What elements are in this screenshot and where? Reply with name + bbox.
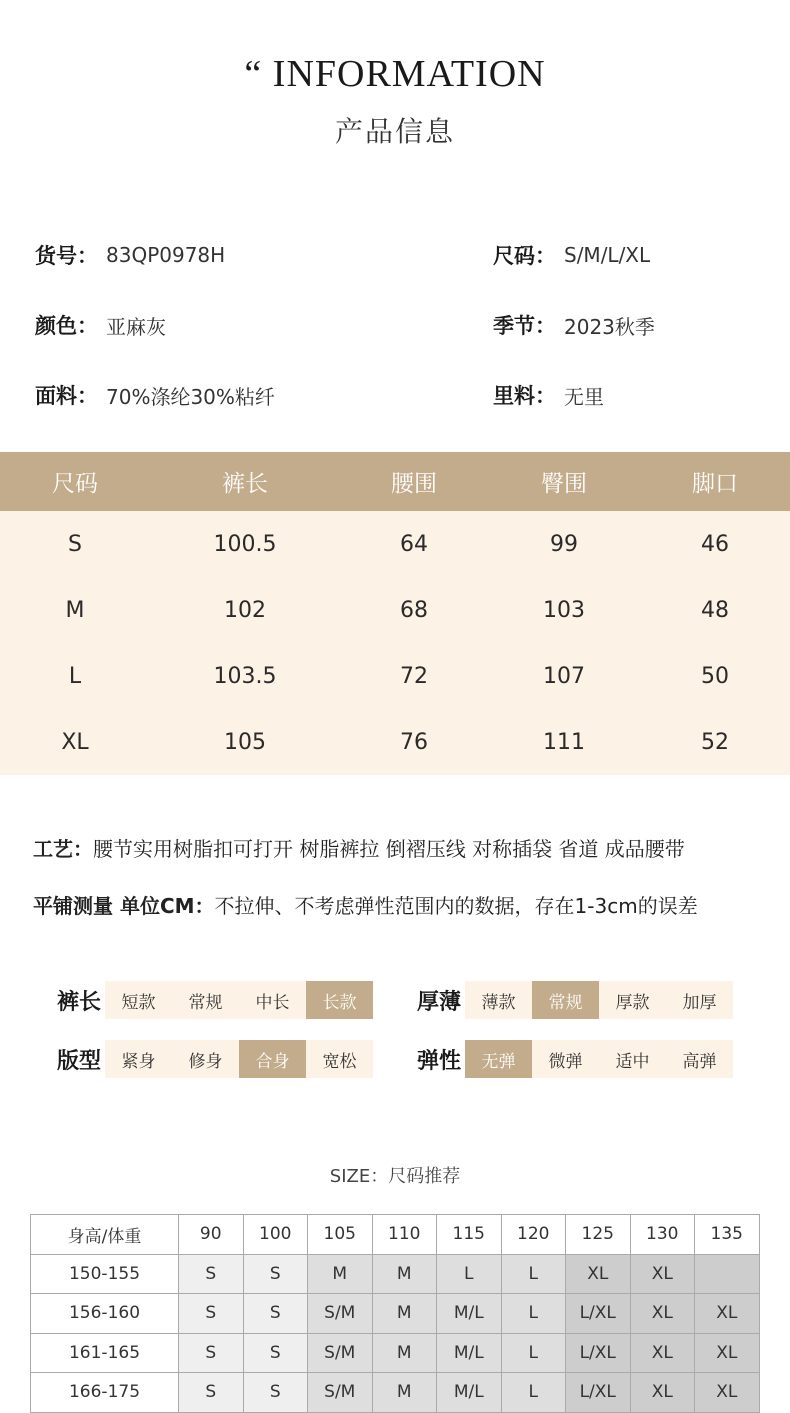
- info-item-season: [493, 310, 655, 340]
- header-cell: 裤长: [222, 471, 268, 497]
- attr-thickness: [417, 980, 733, 1020]
- attr-option-selected: 长款: [306, 981, 373, 1019]
- size-recommend-title: SIZE：尺码推荐: [329, 1166, 461, 1187]
- size-cell: M: [372, 1373, 437, 1413]
- size-cell: S: [179, 1294, 244, 1334]
- info-separator: ：: [77, 384, 98, 408]
- table-cell: 68: [400, 597, 428, 623]
- table-cell: 76: [400, 729, 428, 755]
- table-cell: 50: [701, 663, 729, 689]
- info-label: 季节: [493, 314, 535, 338]
- table-row: [31, 1254, 760, 1294]
- info-item-color: [35, 310, 166, 340]
- attr-option: 加厚: [682, 992, 717, 1013]
- size-cell: L: [501, 1333, 566, 1373]
- table-cell: 48: [701, 597, 729, 623]
- info-row: [0, 240, 790, 270]
- weight-header: 105: [308, 1215, 373, 1255]
- attr-label: 裤长: [57, 989, 102, 1015]
- attr-option: 微弹: [548, 1051, 583, 1072]
- attr-option: 宽松: [322, 1051, 357, 1072]
- size-cell: [695, 1254, 760, 1294]
- attr-option: 紧身: [121, 1051, 156, 1072]
- size-cell: M/L: [437, 1294, 502, 1334]
- size-cell: S: [243, 1373, 308, 1413]
- table-cell: 64: [400, 531, 428, 557]
- info-label: 面料: [35, 384, 77, 408]
- info-item-article-no: [35, 240, 225, 270]
- table-row: [0, 709, 790, 775]
- attr-label: 弹性: [417, 1048, 462, 1074]
- attr-options: [465, 981, 733, 1019]
- info-item-lining: [493, 380, 604, 410]
- attr-label: 厚薄: [417, 989, 462, 1015]
- table-cell: M: [65, 597, 85, 623]
- size-cell: S/M: [308, 1294, 373, 1334]
- info-separator: ：: [535, 314, 556, 338]
- attr-length: [57, 980, 373, 1020]
- info-item-fabric: [35, 380, 275, 410]
- info-separator: ：: [535, 384, 556, 408]
- height-cell: 161-165: [31, 1333, 179, 1373]
- attr-option-selected: 常规: [532, 981, 599, 1019]
- size-cell: M/L: [437, 1373, 502, 1413]
- size-cell: M: [372, 1333, 437, 1373]
- size-cell: S: [179, 1254, 244, 1294]
- attr-options: [465, 1040, 733, 1078]
- table-cell: 72: [400, 663, 428, 689]
- info-item-size: [493, 240, 650, 270]
- height-cell: 166-175: [31, 1373, 179, 1413]
- weight-header: 115: [437, 1215, 502, 1255]
- size-cell: XL: [566, 1254, 631, 1294]
- info-label: 尺码: [493, 244, 535, 268]
- info-separator: ：: [77, 314, 98, 338]
- size-cell: L: [501, 1373, 566, 1413]
- table-cell: 107: [543, 663, 585, 689]
- craft-note: [33, 833, 685, 862]
- size-chart: [0, 452, 790, 775]
- table-cell: 100.5: [213, 531, 277, 557]
- height-cell: 150-155: [31, 1254, 179, 1294]
- size-cell: M: [308, 1254, 373, 1294]
- size-cell: L/XL: [566, 1373, 631, 1413]
- table-cell: 102: [224, 597, 266, 623]
- craft-text: 腰节实用树脂扣可打开 树脂裤拉 倒褶压线 对称插袋 省道 成品腰带: [93, 837, 685, 861]
- size-cell: M/L: [437, 1333, 502, 1373]
- measure-text: 不拉伸、不考虑弹性范围内的数据，存在1-3cm的误差: [214, 894, 698, 918]
- weight-header: 110: [372, 1215, 437, 1255]
- size-cell: S/M: [308, 1373, 373, 1413]
- size-recommend-table: [30, 1214, 760, 1413]
- size-cell: L: [501, 1254, 566, 1294]
- size-cell: L: [437, 1254, 502, 1294]
- attr-option: 常规: [188, 992, 223, 1013]
- size-cell: L: [501, 1294, 566, 1334]
- table-header-row: [31, 1215, 760, 1255]
- size-cell: S: [179, 1333, 244, 1373]
- height-cell: 156-160: [31, 1294, 179, 1334]
- table-cell: S: [68, 531, 82, 557]
- size-cell: XL: [695, 1294, 760, 1334]
- header-cell: 腰围: [391, 471, 437, 497]
- size-cell: S/M: [308, 1333, 373, 1373]
- info-value: 亚麻灰: [106, 314, 166, 339]
- size-cell: XL: [630, 1294, 695, 1334]
- attr-option: 修身: [188, 1051, 223, 1072]
- craft-label: 工艺：: [33, 837, 93, 861]
- size-cell: S: [179, 1373, 244, 1413]
- size-cell: S: [243, 1254, 308, 1294]
- size-cell: S: [243, 1294, 308, 1334]
- table-cell: 99: [550, 531, 578, 557]
- attr-option: 短款: [121, 992, 156, 1013]
- header-cell: 臀围: [541, 471, 587, 497]
- info-row: [0, 310, 790, 340]
- size-cell: L/XL: [566, 1294, 631, 1334]
- weight-header: 125: [566, 1215, 631, 1255]
- size-chart-body: [0, 511, 790, 775]
- attr-options: [105, 1040, 373, 1078]
- weight-header: 135: [695, 1215, 760, 1255]
- attr-options: [105, 981, 373, 1019]
- table-cell: L: [68, 663, 82, 689]
- size-cell: S: [243, 1333, 308, 1373]
- table-row: [31, 1294, 760, 1334]
- table-row: [31, 1333, 760, 1373]
- attr-option: 薄款: [481, 992, 516, 1013]
- size-cell: XL: [630, 1373, 695, 1413]
- weight-header: 90: [179, 1215, 244, 1255]
- info-value: 83QP0978H: [106, 243, 226, 267]
- table-row: [31, 1373, 760, 1413]
- attr-option: 中长: [255, 992, 290, 1013]
- attr-option: 适中: [615, 1051, 650, 1072]
- attr-option-selected: 无弹: [465, 1040, 532, 1078]
- info-separator: ：: [77, 244, 98, 268]
- size-cell: XL: [630, 1254, 695, 1294]
- measure-note: [33, 890, 698, 919]
- header-cell: 脚口: [692, 471, 738, 497]
- title-zh: 产品信息: [334, 115, 455, 148]
- table-row: [0, 511, 790, 577]
- weight-header: 120: [501, 1215, 566, 1255]
- table-cell: 103: [543, 597, 585, 623]
- table-row: [0, 577, 790, 643]
- corner-cell: 身高/体重: [31, 1215, 179, 1255]
- weight-header: 130: [630, 1215, 695, 1255]
- table-cell: XL: [61, 729, 89, 755]
- size-chart-header: [0, 452, 790, 511]
- attr-option: 厚款: [615, 992, 650, 1013]
- size-cell: L/XL: [566, 1333, 631, 1373]
- info-value: S/M/L/XL: [564, 243, 651, 267]
- size-cell: XL: [695, 1333, 760, 1373]
- attr-label: 版型: [57, 1048, 102, 1074]
- info-value: 70%涤纶30%粘纤: [106, 384, 275, 409]
- table-cell: 105: [224, 729, 266, 755]
- info-label: 货号: [35, 244, 77, 268]
- table-cell: 103.5: [213, 663, 277, 689]
- table-cell: 111: [543, 729, 585, 755]
- attr-fit: [57, 1039, 373, 1079]
- info-value: 2023秋季: [564, 314, 655, 339]
- attr-stretch: [417, 1039, 733, 1079]
- size-cell: M: [372, 1254, 437, 1294]
- table-row: [0, 643, 790, 709]
- title-en: “ INFORMATION: [244, 53, 546, 95]
- attr-option-selected: 合身: [239, 1040, 306, 1078]
- info-value: 无里: [564, 384, 604, 409]
- info-separator: ：: [535, 244, 556, 268]
- table-cell: 52: [701, 729, 729, 755]
- weight-header: 100: [243, 1215, 308, 1255]
- info-row: [0, 380, 790, 410]
- size-cell: XL: [695, 1373, 760, 1413]
- header-cell: 尺码: [52, 471, 98, 497]
- measure-label: 平铺测量 单位CM：: [33, 894, 215, 918]
- info-label: 颜色: [35, 314, 77, 338]
- attr-option: 高弹: [682, 1051, 717, 1072]
- info-label: 里料: [493, 384, 535, 408]
- table-cell: 46: [701, 531, 729, 557]
- size-cell: XL: [630, 1333, 695, 1373]
- size-cell: M: [372, 1294, 437, 1334]
